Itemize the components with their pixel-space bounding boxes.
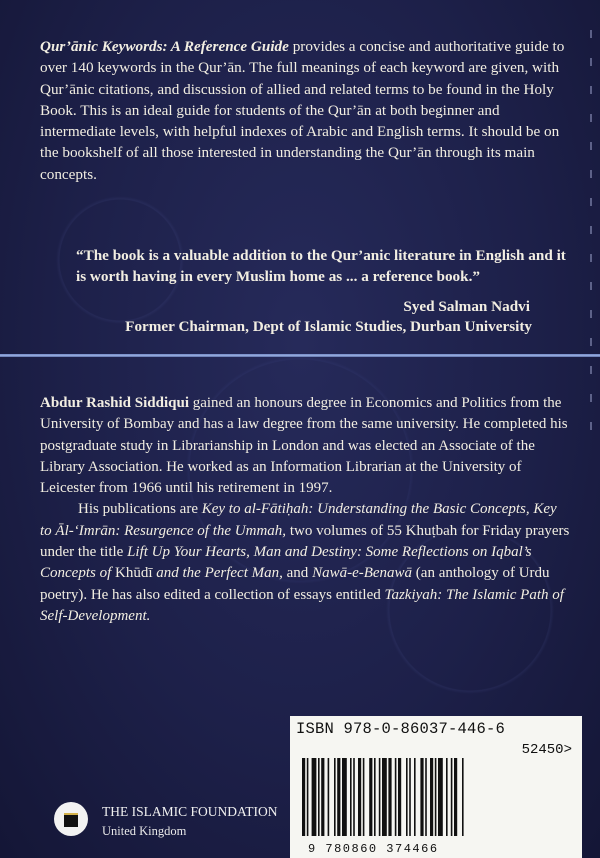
- isbn-text: ISBN 978-0-86037-446-6: [296, 720, 506, 738]
- publisher-country: United Kingdom: [102, 824, 187, 838]
- bio-paragraph-1: gained an honours degree in Economics and Politics from the University of Bombay and has a law degree from the same university. He completed his postgraduate study in Librarianship in London and was elected an Associate of the Library Association. He worked as an Information Librarian at the University of Leicester from 1966 until his retirement in 1997.: [40, 395, 568, 497]
- publisher-logo: [54, 802, 88, 836]
- edge-marks: [590, 30, 592, 450]
- book-description: [40, 36, 570, 185]
- quote-author: Syed Salman Nadvi: [403, 298, 530, 315]
- quote-affiliation: Former Chairman, Dept of Islamic Studies, Durban University: [125, 318, 532, 335]
- price-code: 52450>: [521, 742, 572, 758]
- review-quote: “The book is a valuable addition to the Qur’anic literature in English and it is worth having in every Muslim home as ... a reference book.”: [76, 247, 566, 285]
- author-name: Abdur Rashid Siddiqui: [40, 395, 189, 411]
- bio-paragraph-2: His publications are Key to al-Fātiḥah: Understanding the Basic Concepts, Key to Āl-‘Imrān: Resurgence of the Ummah, two volumes of 55 Khuṭbah for Friday prayers under the title Lift Up Your Hearts, Man and Destiny: Some Reflections on Iqbal’s Concepts of Khūdī and the Perfect Man, and Nawā-e-Benawā (an anthology of Urdu poetry). He has also edited a collection of essays entitled Tazkiyah: The Islamic Path of Self-Development.: [40, 501, 570, 624]
- description-text: provides a concise and authoritative guide to over 140 keywords in the Qur’ān. The full meanings of each keyword are given, with Qur’ānic citations, and discussion of allied and related terms to be found in the Holy Book. This is an ideal guide for students of the Qur’ān at both beginner and intermediate levels, with helpful indexes of Arabic and English terms. It should be on the bookshelf of all those interested in understanding the Qur’ān through its main concepts.: [40, 38, 565, 183]
- section-divider: [0, 354, 600, 357]
- author-bio: [40, 393, 570, 627]
- publisher-name: THE ISLAMIC FOUNDATION: [102, 804, 278, 819]
- barcode-bars: [302, 758, 574, 836]
- barcode-label: [290, 716, 582, 858]
- book-title: Qur’ānic Keywords: A Reference Guide: [40, 38, 289, 55]
- barcode-number: 9 780860 374466: [308, 842, 439, 856]
